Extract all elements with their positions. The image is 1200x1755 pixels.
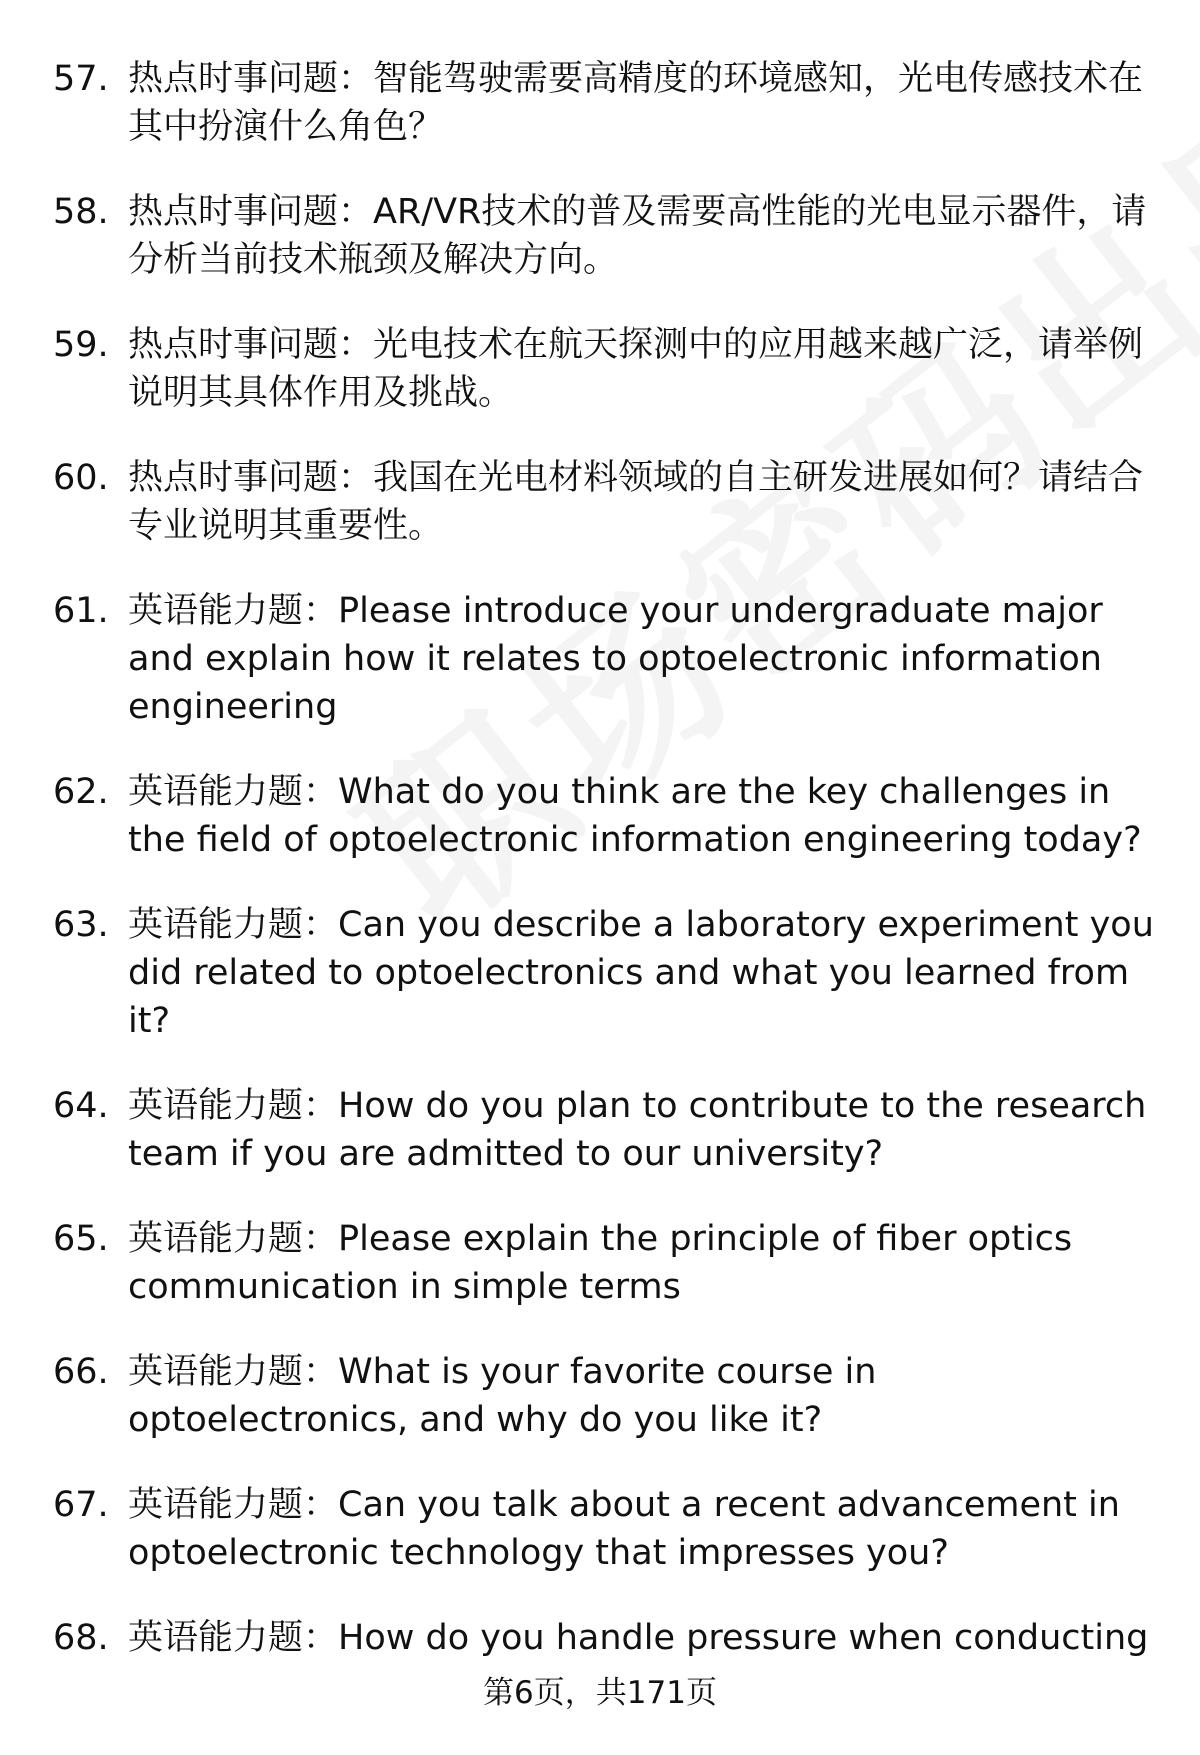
question-list bbox=[0, 55, 1200, 1699]
question-item-66 bbox=[0, 1348, 1200, 1444]
question-item-60 bbox=[0, 454, 1200, 550]
question-category: 英语能力题： bbox=[128, 772, 339, 812]
question-text: What is your favorite course in optoelectronics, and why do you like it? bbox=[128, 1352, 877, 1440]
question-category: 英语能力题： bbox=[128, 1219, 339, 1259]
question-item-62 bbox=[0, 768, 1200, 864]
question-number: 68. bbox=[53, 1618, 109, 1658]
question-text: How do you plan to contribute to the research team if you are admitted to our university? bbox=[128, 1086, 1147, 1174]
question-category: 热点时事问题： bbox=[128, 458, 374, 498]
question-category: 英语能力题： bbox=[128, 1086, 339, 1126]
question-text: Please introduce your undergraduate major and explain how it relates to optoelectronic information engineering bbox=[128, 591, 1103, 727]
question-number: 61. bbox=[53, 591, 109, 631]
question-text: AR/VR技术的普及需要高性能的光电显示器件，请分析当前技术瓶颈及解决方向。 bbox=[128, 192, 1147, 280]
question-item-68 bbox=[0, 1614, 1200, 1662]
question-number: 65. bbox=[53, 1219, 109, 1259]
question-item-58 bbox=[0, 188, 1200, 284]
question-category: 英语能力题： bbox=[128, 1485, 339, 1525]
question-text: Can you describe a laboratory experiment you did related to optoelectronics and what you learned from it? bbox=[128, 905, 1154, 1041]
question-text: Please explain the principle of fiber optics communication in simple terms bbox=[128, 1219, 1073, 1307]
question-text: What do you think are the key challenges in the field of optoelectronic information engineering today? bbox=[128, 772, 1142, 860]
question-item-57 bbox=[0, 55, 1200, 151]
question-number: 67. bbox=[53, 1485, 109, 1525]
question-text: 光电技术在航天探测中的应用越来越广泛，请举例说明其具体作用及挑战。 bbox=[128, 325, 1144, 413]
question-item-65 bbox=[0, 1215, 1200, 1311]
question-text: 智能驾驶需要高精度的环境感知，光电传感技术在其中扮演什么角色？ bbox=[128, 59, 1144, 147]
question-item-67 bbox=[0, 1481, 1200, 1577]
question-text: How do you handle pressure when conducting bbox=[338, 1618, 1149, 1658]
question-item-59 bbox=[0, 321, 1200, 417]
question-category: 热点时事问题： bbox=[128, 325, 374, 365]
question-category: 英语能力题： bbox=[128, 591, 339, 631]
question-text: 我国在光电材料领域的自主研发进展如何？请结合专业说明其重要性。 bbox=[128, 458, 1144, 546]
question-number: 57. bbox=[53, 59, 109, 99]
question-item-63 bbox=[0, 901, 1200, 1045]
page-number-label: 第6页，共171页 bbox=[483, 1675, 717, 1711]
question-category: 热点时事问题： bbox=[128, 59, 374, 99]
question-item-61 bbox=[0, 587, 1200, 731]
question-category: 英语能力题： bbox=[128, 1352, 339, 1392]
question-category: 英语能力题： bbox=[128, 905, 339, 945]
question-category: 英语能力题： bbox=[128, 1618, 339, 1658]
question-number: 64. bbox=[53, 1086, 109, 1126]
question-number: 66. bbox=[53, 1352, 109, 1392]
question-number: 59. bbox=[53, 325, 109, 365]
question-number: 58. bbox=[53, 192, 109, 232]
question-number: 62. bbox=[53, 772, 109, 812]
question-item-64 bbox=[0, 1082, 1200, 1178]
question-category: 热点时事问题： bbox=[128, 192, 374, 232]
question-number: 63. bbox=[53, 905, 109, 945]
page-footer bbox=[0, 1673, 1200, 1713]
question-number: 60. bbox=[53, 458, 109, 498]
question-text: Can you talk about a recent advancement in optoelectronic technology that impresses you? bbox=[128, 1485, 1120, 1573]
